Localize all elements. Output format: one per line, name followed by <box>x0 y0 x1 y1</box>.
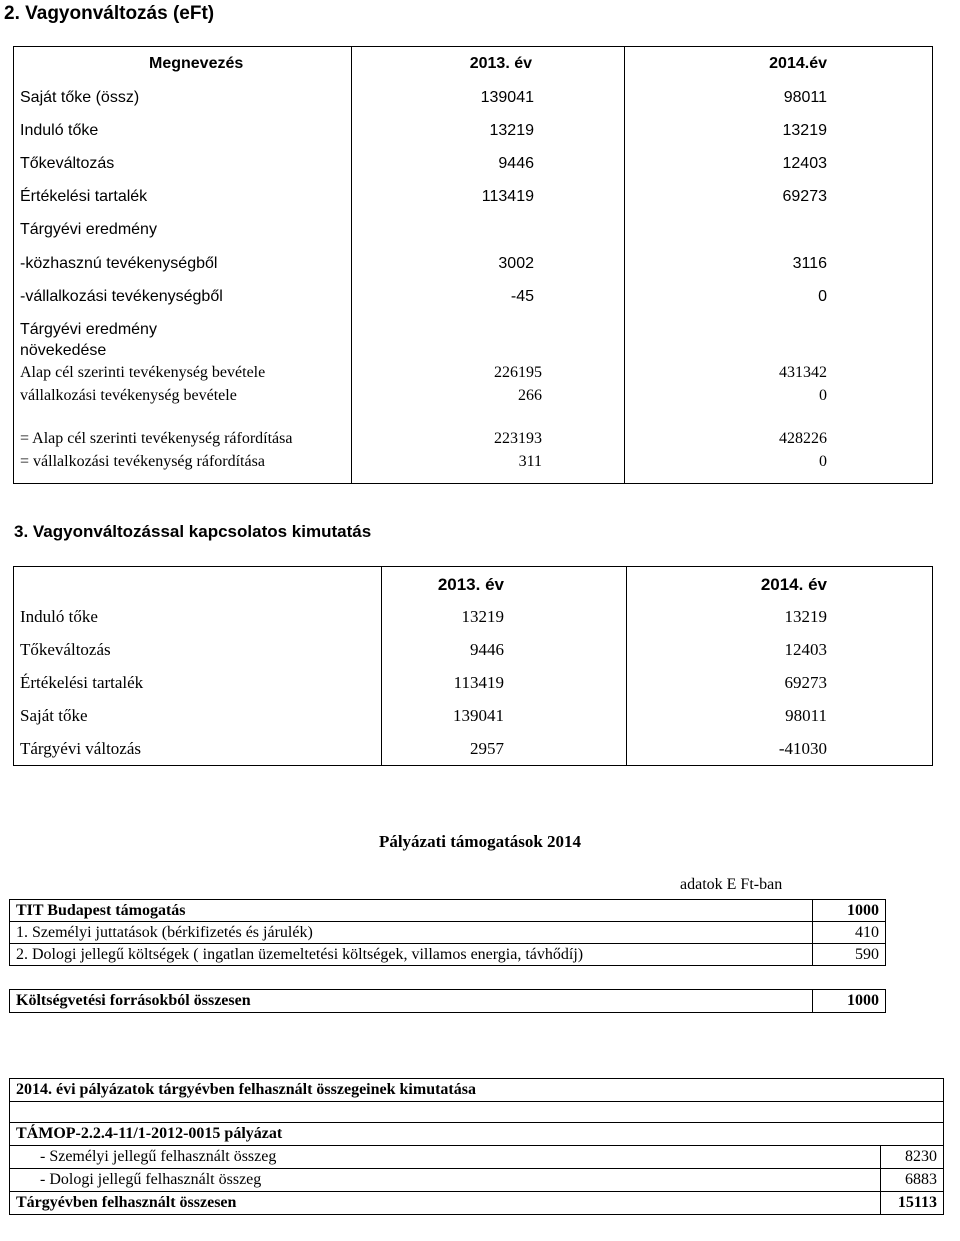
grants-unit: adatok E Ft-ban <box>680 876 783 893</box>
table-row <box>10 1123 944 1146</box>
table-row: - Személyi jellegű felhasznált összeg 8230 <box>10 1146 944 1169</box>
table-row: vállalkozási tevékenység bevétele 266 0 <box>20 387 827 404</box>
table-row: Értékelési tartalék 113419 69273 <box>20 673 827 692</box>
usage-table <box>9 1078 944 1215</box>
table-row: Alap cél szerinti tevékenység bevétele 226195 431342 <box>20 364 827 381</box>
table-row: Tárgyévi eredmény <box>20 221 157 238</box>
header-2014: 2014.év <box>769 55 827 72</box>
asset-change-table <box>13 46 933 484</box>
table-row <box>10 1102 944 1123</box>
table-row: Saját tőke (össz) 139041 98011 <box>20 89 827 106</box>
table-header <box>14 52 932 76</box>
growth-label-line2: növekedése <box>20 342 107 359</box>
header-2013: 2013. év <box>469 55 532 72</box>
table-row: Költségvetési forrásokból összesen 1000 <box>10 990 886 1013</box>
table-row: Tárgyévi változás 2957 -41030 <box>20 739 827 758</box>
table-row: Értékelési tartalék 113419 69273 <box>20 188 827 205</box>
table-row: Tárgyévben felhasznált összesen 15113 <box>10 1192 944 1215</box>
table-header <box>14 570 932 600</box>
table-row: Tőkeváltozás 9446 12403 <box>20 640 827 659</box>
table-row: Induló tőke 13219 13219 <box>20 122 827 139</box>
section3-title: 3. Vagyonváltozással kapcsolatos kimutatás <box>14 522 372 541</box>
header-2014: 2014. év <box>760 575 827 594</box>
table-row: 2. Dologi jellegű költségek ( ingatlan üzemeltetési költségek, villamos energia, távhődíj) 590 <box>10 944 886 966</box>
table-row: TIT Budapest támogatás 1000 <box>10 900 886 922</box>
table-row: Tőkeváltozás 9446 12403 <box>20 155 827 172</box>
growth-label-line1: Tárgyévi eredmény <box>20 321 157 338</box>
table-row: Saját tőke 139041 98011 <box>20 706 827 725</box>
header-name: Megnevezés <box>149 55 244 72</box>
table-row: = vállalkozási tevékenység ráfordítása 311 0 <box>20 453 827 470</box>
section2-title: 2. Vagyonváltozás (eFt) <box>4 3 215 24</box>
table-row: -vállalkozási tevékenységből -45 0 <box>20 288 827 305</box>
usage-title: 2014. évi pályázatok tárgyévben felhasznált összegeinek kimutatása <box>10 1079 944 1102</box>
grants-table <box>9 899 886 966</box>
asset-statement-table <box>13 566 933 766</box>
table-row: -közhasznú tevékenységből 3002 3116 <box>20 255 827 272</box>
table-row: = Alap cél szerinti tevékenység ráfordítása 223193 428226 <box>20 430 827 447</box>
header-2013: 2013. év <box>437 575 504 594</box>
grants-total-table <box>9 989 886 1013</box>
table-row: 1. Személyi juttatások (bérkifizetés és járulék) 410 <box>10 922 886 944</box>
table-row <box>10 1079 944 1102</box>
usage-project: TÁMOP-2.2.4-11/1-2012-0015 pályázat <box>10 1123 944 1146</box>
table-row: - Dologi jellegű felhasznált összeg 6883 <box>10 1169 944 1192</box>
table-row: Induló tőke 13219 13219 <box>20 607 827 626</box>
grants-title: Pályázati támogatások 2014 <box>378 832 582 851</box>
